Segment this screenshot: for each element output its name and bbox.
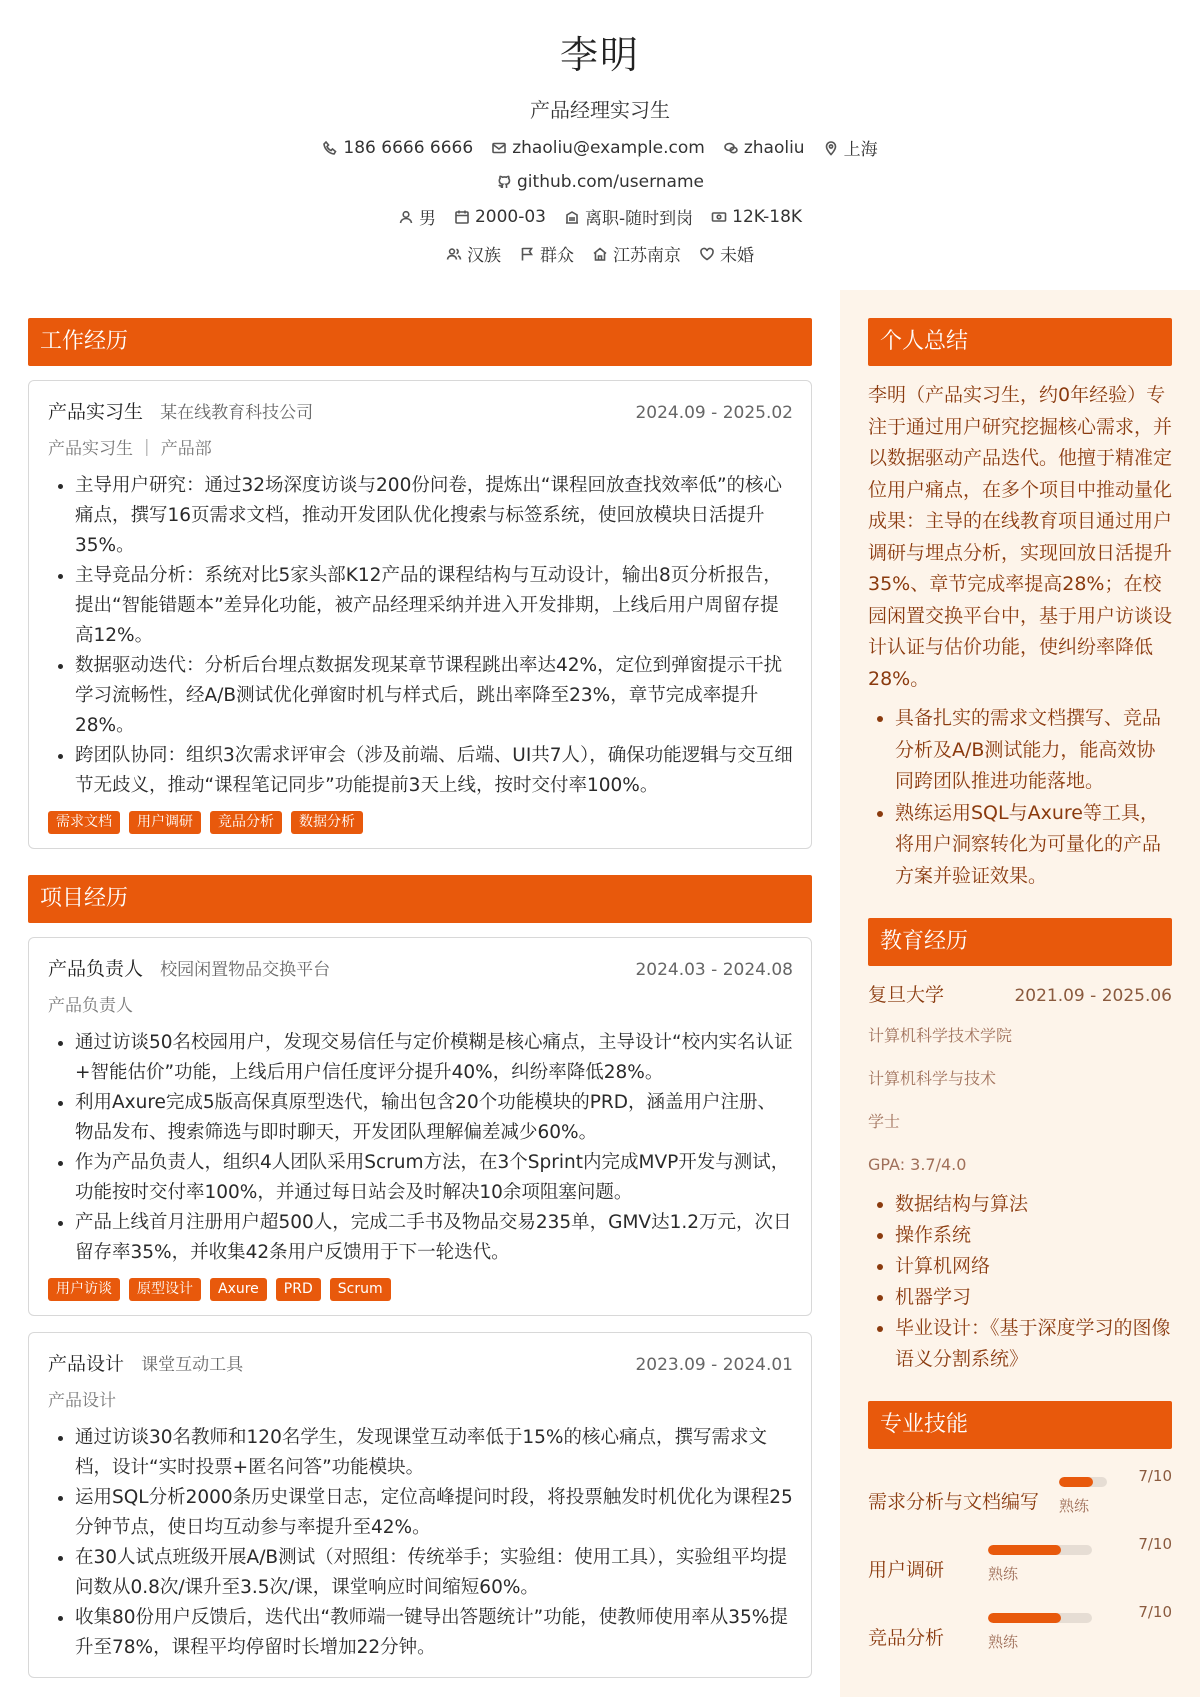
list-item: • 运用SQL分析2000条历史课堂日志，定位高峰提问时段，将投票触发时机优化为课程25分钟节点，使日均互动参与率提升至42%。 <box>75 1483 793 1543</box>
user-icon <box>398 209 414 225</box>
list-item: • 通过访谈30名教师和120名学生，发现课堂互动率低于15%的核心痛点，撰写需求文档，设计“实时投票+匿名问答”功能模块。 <box>75 1423 793 1483</box>
work-card <box>28 380 812 849</box>
list-item: • 利用Axure完成5版高保真原型迭代，输出包含20个功能模块的PRD，涵盖用户注册、物品发布、搜索筛选与即时聊天，开发团队理解偏差减少60%。 <box>75 1088 793 1148</box>
work-section-heading: 工作经历 <box>28 318 812 366</box>
github-info: github.com/username <box>496 172 704 192</box>
list-item: • 数据驱动迭代：分析后台埋点数据发现某章节课程跳出率达42%，定位到弹窗提示干扰学习流畅性，经A/B测试优化弹窗时机与样式后，跳出率降至23%，章节完成率提升28%。 <box>75 651 793 741</box>
work-tags <box>48 811 793 834</box>
company-name: 某在线教育科技公司 <box>160 403 314 423</box>
skill-score: 7/10 <box>1138 1535 1172 1553</box>
list-item: • 毕业设计：《基于深度学习的图像语义分割系统》 <box>895 1313 1172 1375</box>
degree: 学士 <box>868 1112 901 1131</box>
job-meta: 产品实习生 ｜ 产品部 <box>48 439 212 459</box>
project-tags <box>48 1278 793 1301</box>
summary-bullets <box>868 703 1172 892</box>
resume-header <box>0 0 1200 266</box>
work-bullets <box>48 471 793 801</box>
wechat-icon <box>723 140 739 156</box>
gender-info: 男 <box>398 204 436 229</box>
project-bullets <box>48 1423 793 1663</box>
project-date: 2024.03 - 2024.08 <box>635 960 793 980</box>
project-bullets <box>48 1028 793 1268</box>
project-card <box>28 937 812 1316</box>
skill-tag: 用户访谈 <box>48 1278 120 1301</box>
list-item: • 操作系统 <box>895 1220 1172 1251</box>
politics-info: 群众 <box>519 241 574 266</box>
github-icon <box>496 174 512 190</box>
list-item: • 计算机网络 <box>895 1251 1172 1282</box>
list-item: • 具备扎实的需求文档撰写、竞品分析及A/B测试能力，能高效协同跨团队推进功能落地。 <box>895 703 1172 798</box>
list-item: • 主导用户研究：通过32场深度访谈与200份问卷，提炼出“课程回放查找效率低”的核心痛点，撰写16页需求文档，推动开发团队优化搜索与标签系统，使回放模块日活提升35%。 <box>75 471 793 561</box>
flag-icon <box>519 246 535 262</box>
wechat-info: zhaoliu <box>723 135 805 160</box>
skill-tag: PRD <box>276 1278 321 1301</box>
skill-row <box>868 1535 1172 1585</box>
skill-score: 7/10 <box>1138 1603 1172 1621</box>
list-item: • 通过访谈50名校园用户，发现交易信任与定价模糊是核心痛点，主导设计“校内实名认证+智能估价”功能，上线后用户信任度评分提升40%，纠纷率降低28%。 <box>75 1028 793 1088</box>
project-meta: 产品负责人 <box>48 996 133 1016</box>
project-name: 课堂互动工具 <box>141 1355 244 1375</box>
marital-info: 未婚 <box>699 241 754 266</box>
candidate-role: 产品经理实习生 <box>530 98 670 122</box>
personal-row <box>0 204 1200 229</box>
project-name: 校园闲置物品交换平台 <box>160 960 331 980</box>
hometown-info: 江苏南京 <box>592 241 681 266</box>
skill-name: 用户调研 <box>868 1559 945 1581</box>
candidate-name: 李明 <box>559 33 640 77</box>
heart-icon <box>699 246 715 262</box>
education-section-heading: 教育经历 <box>868 918 1172 966</box>
project-meta: 产品设计 <box>48 1391 116 1411</box>
skill-fill <box>988 1545 1061 1555</box>
list-item: • 机器学习 <box>895 1282 1172 1313</box>
job-title: 产品实习生 <box>48 401 144 423</box>
skill-name: 竞品分析 <box>868 1627 945 1649</box>
location-icon <box>823 140 839 156</box>
skill-tag: 需求文档 <box>48 811 120 834</box>
skill-tag: Scrum <box>330 1278 391 1301</box>
course-list <box>868 1189 1172 1375</box>
list-item: • 数据结构与算法 <box>895 1189 1172 1220</box>
home-icon <box>592 246 608 262</box>
skill-row <box>868 1603 1172 1653</box>
summary-text: 李明（产品实习生，约0年经验）专注于通过用户研究挖掘核心需求，并以数据驱动产品迭代。他擅于精准定位用户痛点，在多个项目中推动量化成果：主导的在线教育项目通过用户调研与埋点分析，实现回放日活提升35%、章节完成率提高28%；在校园闲置交换平台中，基于用户访谈设计认证与估价功能，使纠纷率降低28%。 <box>868 384 1173 690</box>
project-section-heading: 项目经历 <box>28 875 812 923</box>
github-row <box>0 172 1200 192</box>
users-icon <box>446 246 462 262</box>
project-card <box>28 1332 812 1678</box>
birth-info: 2000-03 <box>454 204 546 229</box>
contact-row <box>0 135 1200 160</box>
skill-bar <box>1059 1477 1107 1487</box>
school-name: 复旦大学 <box>868 984 945 1006</box>
main-column <box>28 318 812 1678</box>
list-item: • 在30人试点班级开展A/B测试（对照组：传统举手；实验组：使用工具），实验组平均提问数从0.8次/课升至3.5次/课，课堂响应时间缩短60%。 <box>75 1543 793 1603</box>
major-name: 计算机科学与技术 <box>868 1069 997 1088</box>
skill-level: 熟练 <box>1059 1497 1090 1515</box>
skill-score: 7/10 <box>1138 1467 1172 1485</box>
ethnicity-info: 汉族 <box>446 241 501 266</box>
skill-bar <box>988 1545 1092 1555</box>
list-item: • 主导竞品分析：系统对比5家头部K12产品的课程结构与互动设计，输出8页分析报告，提出“智能错题本”差异化功能，被产品经理采纳并进入开发排期，上线后用户周留存提高12%。 <box>75 561 793 651</box>
status-info: 离职-随时到岗 <box>564 204 693 229</box>
skill-tag: 用户调研 <box>129 811 201 834</box>
list-item: • 作为产品负责人，组织4人团队采用Scrum方法，在3个Sprint内完成MVP开发与测试，功能按时交付率100%，并通过每日站会及时解决10余项阻塞问题。 <box>75 1148 793 1208</box>
project-date: 2023.09 - 2024.01 <box>635 1355 793 1375</box>
background-row <box>0 241 1200 266</box>
skill-tag: 竞品分析 <box>210 811 282 834</box>
summary-section-heading: 个人总结 <box>868 318 1172 366</box>
project-role: 产品负责人 <box>48 958 144 980</box>
building-icon <box>564 209 580 225</box>
skill-fill <box>1059 1477 1093 1487</box>
list-item: • 跨团队协同：组织3次需求评审会（涉及前端、后端、UI共7人），确保功能逻辑与交互细节无歧义，推动“课程笔记同步”功能提前3天上线，按时交付率100%。 <box>75 741 793 801</box>
phone-info: 186 6666 6666 <box>322 135 473 160</box>
skill-level: 熟练 <box>988 1633 1019 1651</box>
sidebar <box>840 290 1200 1697</box>
college-name: 计算机科学技术学院 <box>868 1026 1013 1045</box>
skill-name: 需求分析与文档编写 <box>868 1491 1040 1513</box>
skills-section-heading: 专业技能 <box>868 1401 1172 1449</box>
list-item: • 收集80份用户反馈后，迭代出“教师端一键导出答题统计”功能，使教师使用率从35%提升至78%，课程平均停留时长增加22分钟。 <box>75 1603 793 1663</box>
list-item: • 熟练运用SQL与Axure等工具，将用户洞察转化为可量化的产品方案并验证效果。 <box>895 798 1172 893</box>
skill-tag: Axure <box>210 1278 267 1301</box>
calendar-icon <box>454 209 470 225</box>
skill-bar <box>988 1613 1092 1623</box>
project-role: 产品设计 <box>48 1353 125 1375</box>
job-date: 2024.09 - 2025.02 <box>635 403 793 423</box>
skill-level: 熟练 <box>988 1565 1019 1583</box>
city-info: 上海 <box>823 135 878 160</box>
skill-tag: 原型设计 <box>129 1278 201 1301</box>
skill-row <box>868 1467 1172 1517</box>
list-item: • 产品上线首月注册用户超500人，完成二手书及物品交易235单，GMV达1.2万元，次日留存率35%，并收集42条用户反馈用于下一轮迭代。 <box>75 1208 793 1268</box>
mail-icon <box>491 140 507 156</box>
skill-fill <box>988 1613 1061 1623</box>
skill-tag: 数据分析 <box>291 811 363 834</box>
email-info: zhaoliu@example.com <box>491 135 705 160</box>
phone-icon <box>322 140 338 156</box>
salary-info: 12K-18K <box>711 204 802 229</box>
money-icon <box>711 209 727 225</box>
education-date: 2021.09 - 2025.06 <box>1014 986 1172 1006</box>
gpa: GPA: 3.7/4.0 <box>868 1155 967 1174</box>
